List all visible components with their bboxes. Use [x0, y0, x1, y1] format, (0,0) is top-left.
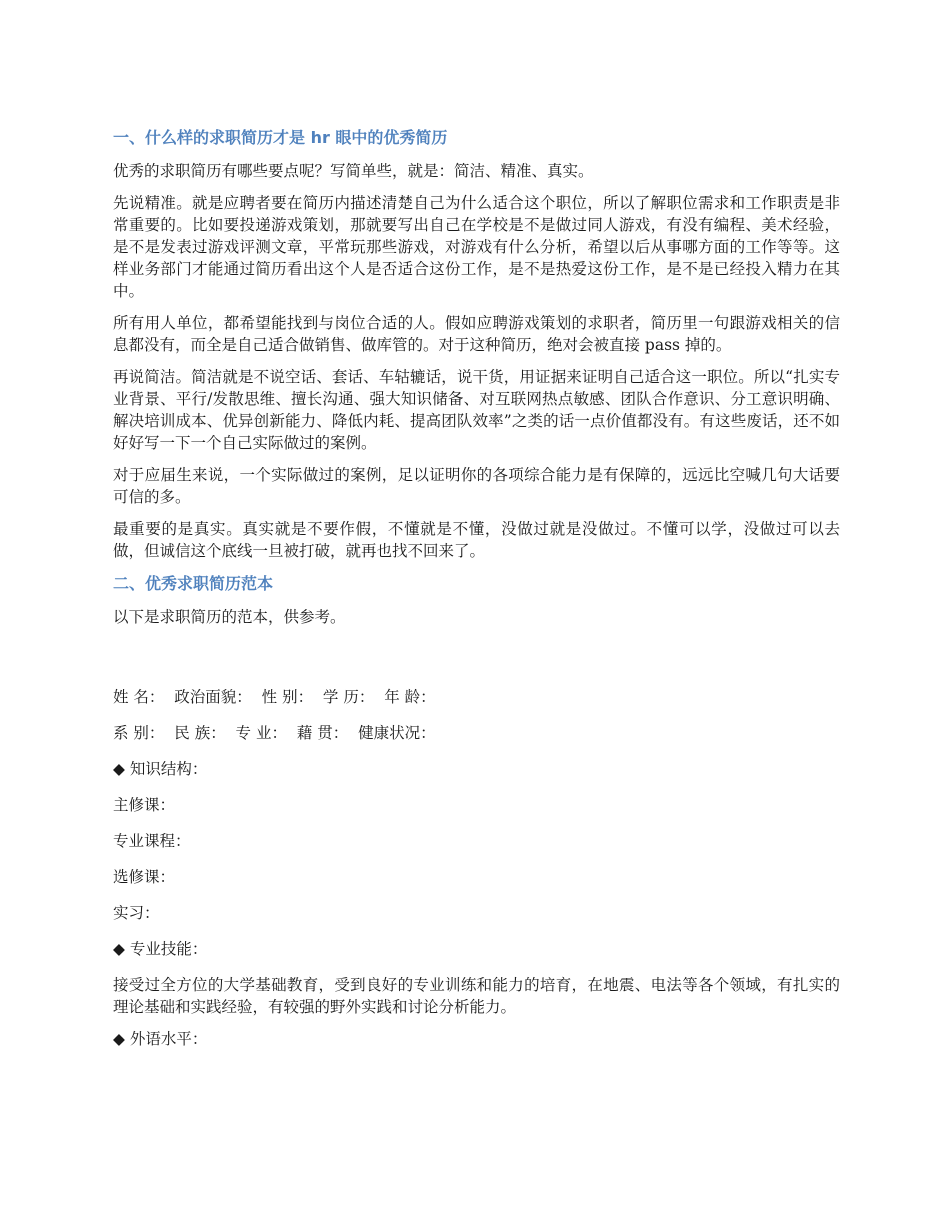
- professional-skills-text: 接受过全方位的大学基础教育，受到良好的专业训练和能力的培育，在地震、电法等各个领域，有扎实的理论基础和实践经验，有较强的野外实践和讨论分析能力。: [113, 976, 840, 1016]
- resume-basic-info-line-2: 系 别： 民 族： 专 业： 藉 贯： 健康状况：: [113, 724, 436, 742]
- knowledge-structure-title: ◆ 知识结构：: [113, 760, 208, 778]
- section1-paragraph-2: 先说精准。就是应聘者要在简历内描述清楚自己为什么适合这个职位，所以了解职位需求和工作职责是非常重要的。比如要投递游戏策划，那就要写出自己在学校是不是做过同人游戏，有没有编程、美术经验，是不是发表过游戏评测文章，平常玩那些游戏，对游戏有什么分析，希望以后从事哪方面的工作等等。这样业务部门才能通过简历看出这个人是否适合这份工作，是不是热爱这份工作，是不是已经投入精力在其中。: [113, 194, 840, 300]
- section1-paragraph-5: 对于应届生来说，一个实际做过的案例，足以证明你的各项综合能力是有保障的，远远比空喊几句大话要可信的多。: [113, 466, 840, 506]
- document-page: [113, 126, 840, 1064]
- section1-paragraph-3: 所有用人单位，都希望能找到与岗位合适的人。假如应聘游戏策划的求职者，简历里一句跟游戏相关的信息都没有，而全是自己适合做销售、做库管的。对于这种简历，绝对会被直接 pass 掉的。: [113, 314, 840, 354]
- internship-label: 实习：: [113, 904, 160, 922]
- professional-skills-title: ◆ 专业技能：: [113, 940, 208, 958]
- section1-paragraph-1: 优秀的求职简历有哪些要点呢？写简单些，就是：简洁、精准、真实。: [113, 162, 594, 180]
- section1-paragraph-4: 再说简洁。简洁就是不说空话、套话、车轱辘话，说干货，用证据来证明自己适合这一职位。所以“扎实专业背景、平行/发散思维、擅长沟通、强大知识储备、对互联网热点敏感、团队合作意识、分工意识明确、解决培训成本、优异创新能力、降低内耗、提高团队效率”之类的话一点价值都没有。有这些废话，还不如好好写一下一个自己实际做过的案例。: [113, 368, 840, 452]
- major-courses-label: 专业课程：: [113, 832, 191, 850]
- resume-basic-info-line-1: 姓 名： 政治面貌： 性 别： 学 历： 年 龄：: [113, 688, 436, 706]
- foreign-language-title: ◆ 外语水平：: [113, 1030, 208, 1048]
- section2-heading: 二、优秀求职简历范本: [113, 574, 274, 593]
- section1-paragraph-6: 最重要的是真实。真实就是不要作假，不懂就是不懂，没做过就是没做过。不懂可以学，没做过可以去做，但诚信这个底线一旦被打破，就再也找不回来了。: [113, 520, 840, 560]
- section2-intro: 以下是求职简历的范本，供参考。: [113, 608, 346, 626]
- section1-heading: 一、什么样的求职简历才是 hr 眼中的优秀简历: [113, 128, 448, 147]
- elective-courses-label: 选修课：: [113, 868, 176, 886]
- blank-spacer: [113, 638, 840, 686]
- main-courses-label: 主修课：: [113, 796, 176, 814]
